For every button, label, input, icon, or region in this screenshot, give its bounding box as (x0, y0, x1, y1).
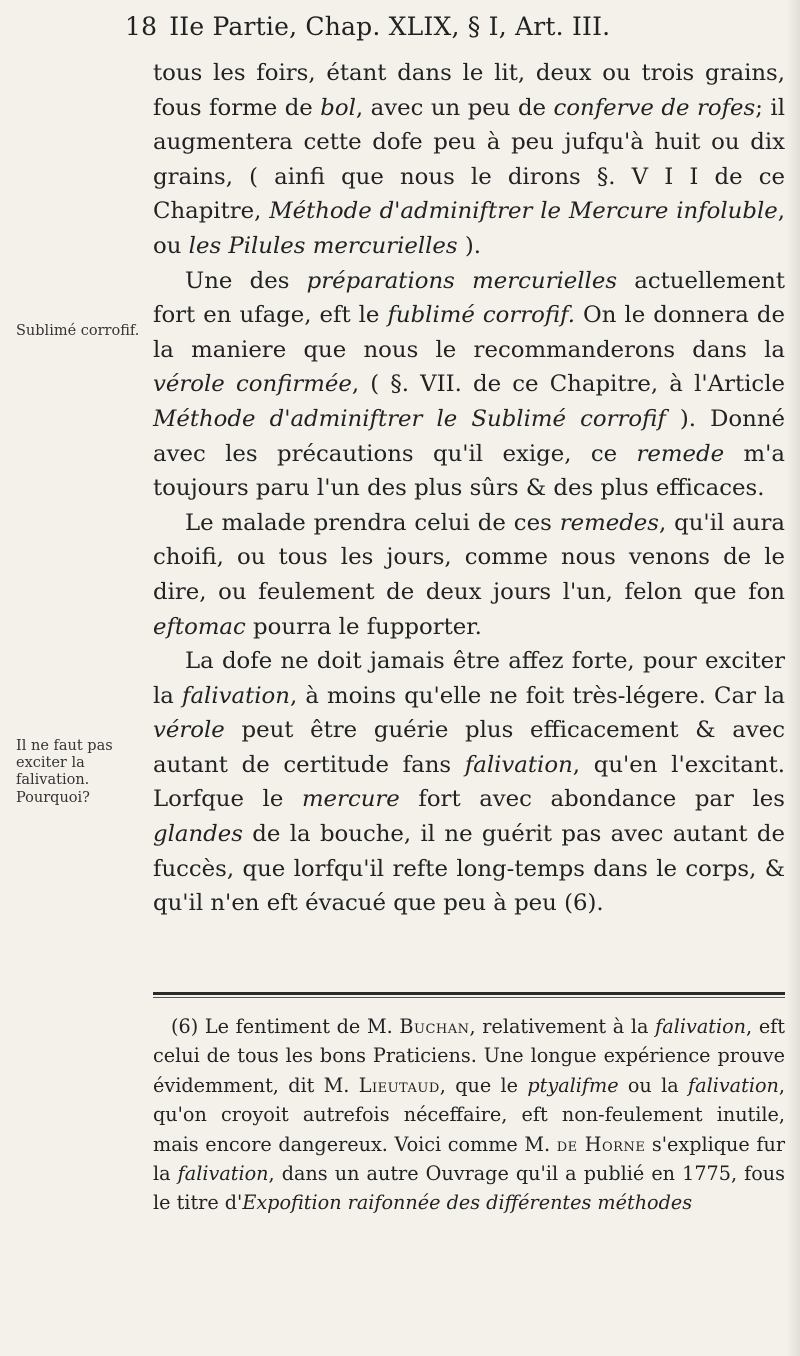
paragraph-2: Une des préparations mercurielles actuellement fort en ufage, eft le fublimé corrofif. On le donnera de la maniere que nous le recommanderons dans la vérole confirmée, ( §. VII. de ce Chapitre, à l'Article Méthode d'adminiftrer le Sublimé corrofif ). Donné avec les précautions qu'il exige, ce remede m'a toujours paru l'un des plus sûrs & des plus efficaces. (153, 267, 785, 502)
paragraph-3: Le malade prendra celui de ces remedes, qu'il aura choifi, ou tous les jours, comme nous venons de le dire, ou feulement de deux jours l'un, felon que fon eftomac pourra le fupporter. (153, 509, 785, 640)
footnote-separator-rule-thin (153, 997, 785, 998)
main-text (153, 56, 785, 921)
margin-note-pourquoi: Pourquoi? (16, 790, 90, 806)
page-number: 18 (125, 12, 158, 41)
paragraph-4: La dofe ne doit jamais être affez forte, pour exciter la falivation, à moins qu'elle ne foit très-légere. Car la vérole peut être guérie plus efficacement & avec autant de certitude fans falivation, qu'en l'excitant. Lorfque le mercure fort avec abondance par les glandes de la bouche, il ne guérit pas avec autant de fuccès, que lorfqu'il refte long-temps dans le corps, & qu'il n'en eft évacué que peu à peu (6). (153, 648, 785, 917)
footnote-separator-rule (153, 992, 785, 995)
paragraph-1: tous les foirs, étant dans le lit, deux ou trois grains, fous forme de bol, avec un peu de conferve de rofes; il augmentera cette dofe peu à peu jufqu'à huit ou dix grains, ( ainfi que nous le dirons §. V I I de ce Chapitre, Méthode d'adminiftrer le Mercure infoluble, ou les Pilules mercurielles ). (153, 60, 785, 259)
margin-note-sublime: Sublimé corrofif. (16, 323, 140, 339)
margin-note-salivation: Il ne faut pas exciter la falivation. (16, 738, 113, 788)
page-edge-shadow (786, 0, 800, 1356)
running-head-title: IIe Partie, Chap. XLIX, § I, Art. III. (169, 12, 611, 41)
running-head (125, 12, 785, 41)
footnote (153, 1012, 785, 1218)
footnote-text: (6) Le fentiment de M. Buchan, relativement à la falivation, eft celui de tous les bons Praticiens. Une longue expérience prouve évidemment, dit M. Lieutaud, que le ptyalifme ou la falivation, qu'on croyoit autrefois néceffaire, eft non-feulement inutile, mais encore dangereux. Voici comme M. de Horne s'explique fur la falivation, dans un autre Ouvrage qu'il a publié en 1775, fous le titre d'Expofition raifonnée des différentes méthodes (153, 1015, 785, 1215)
